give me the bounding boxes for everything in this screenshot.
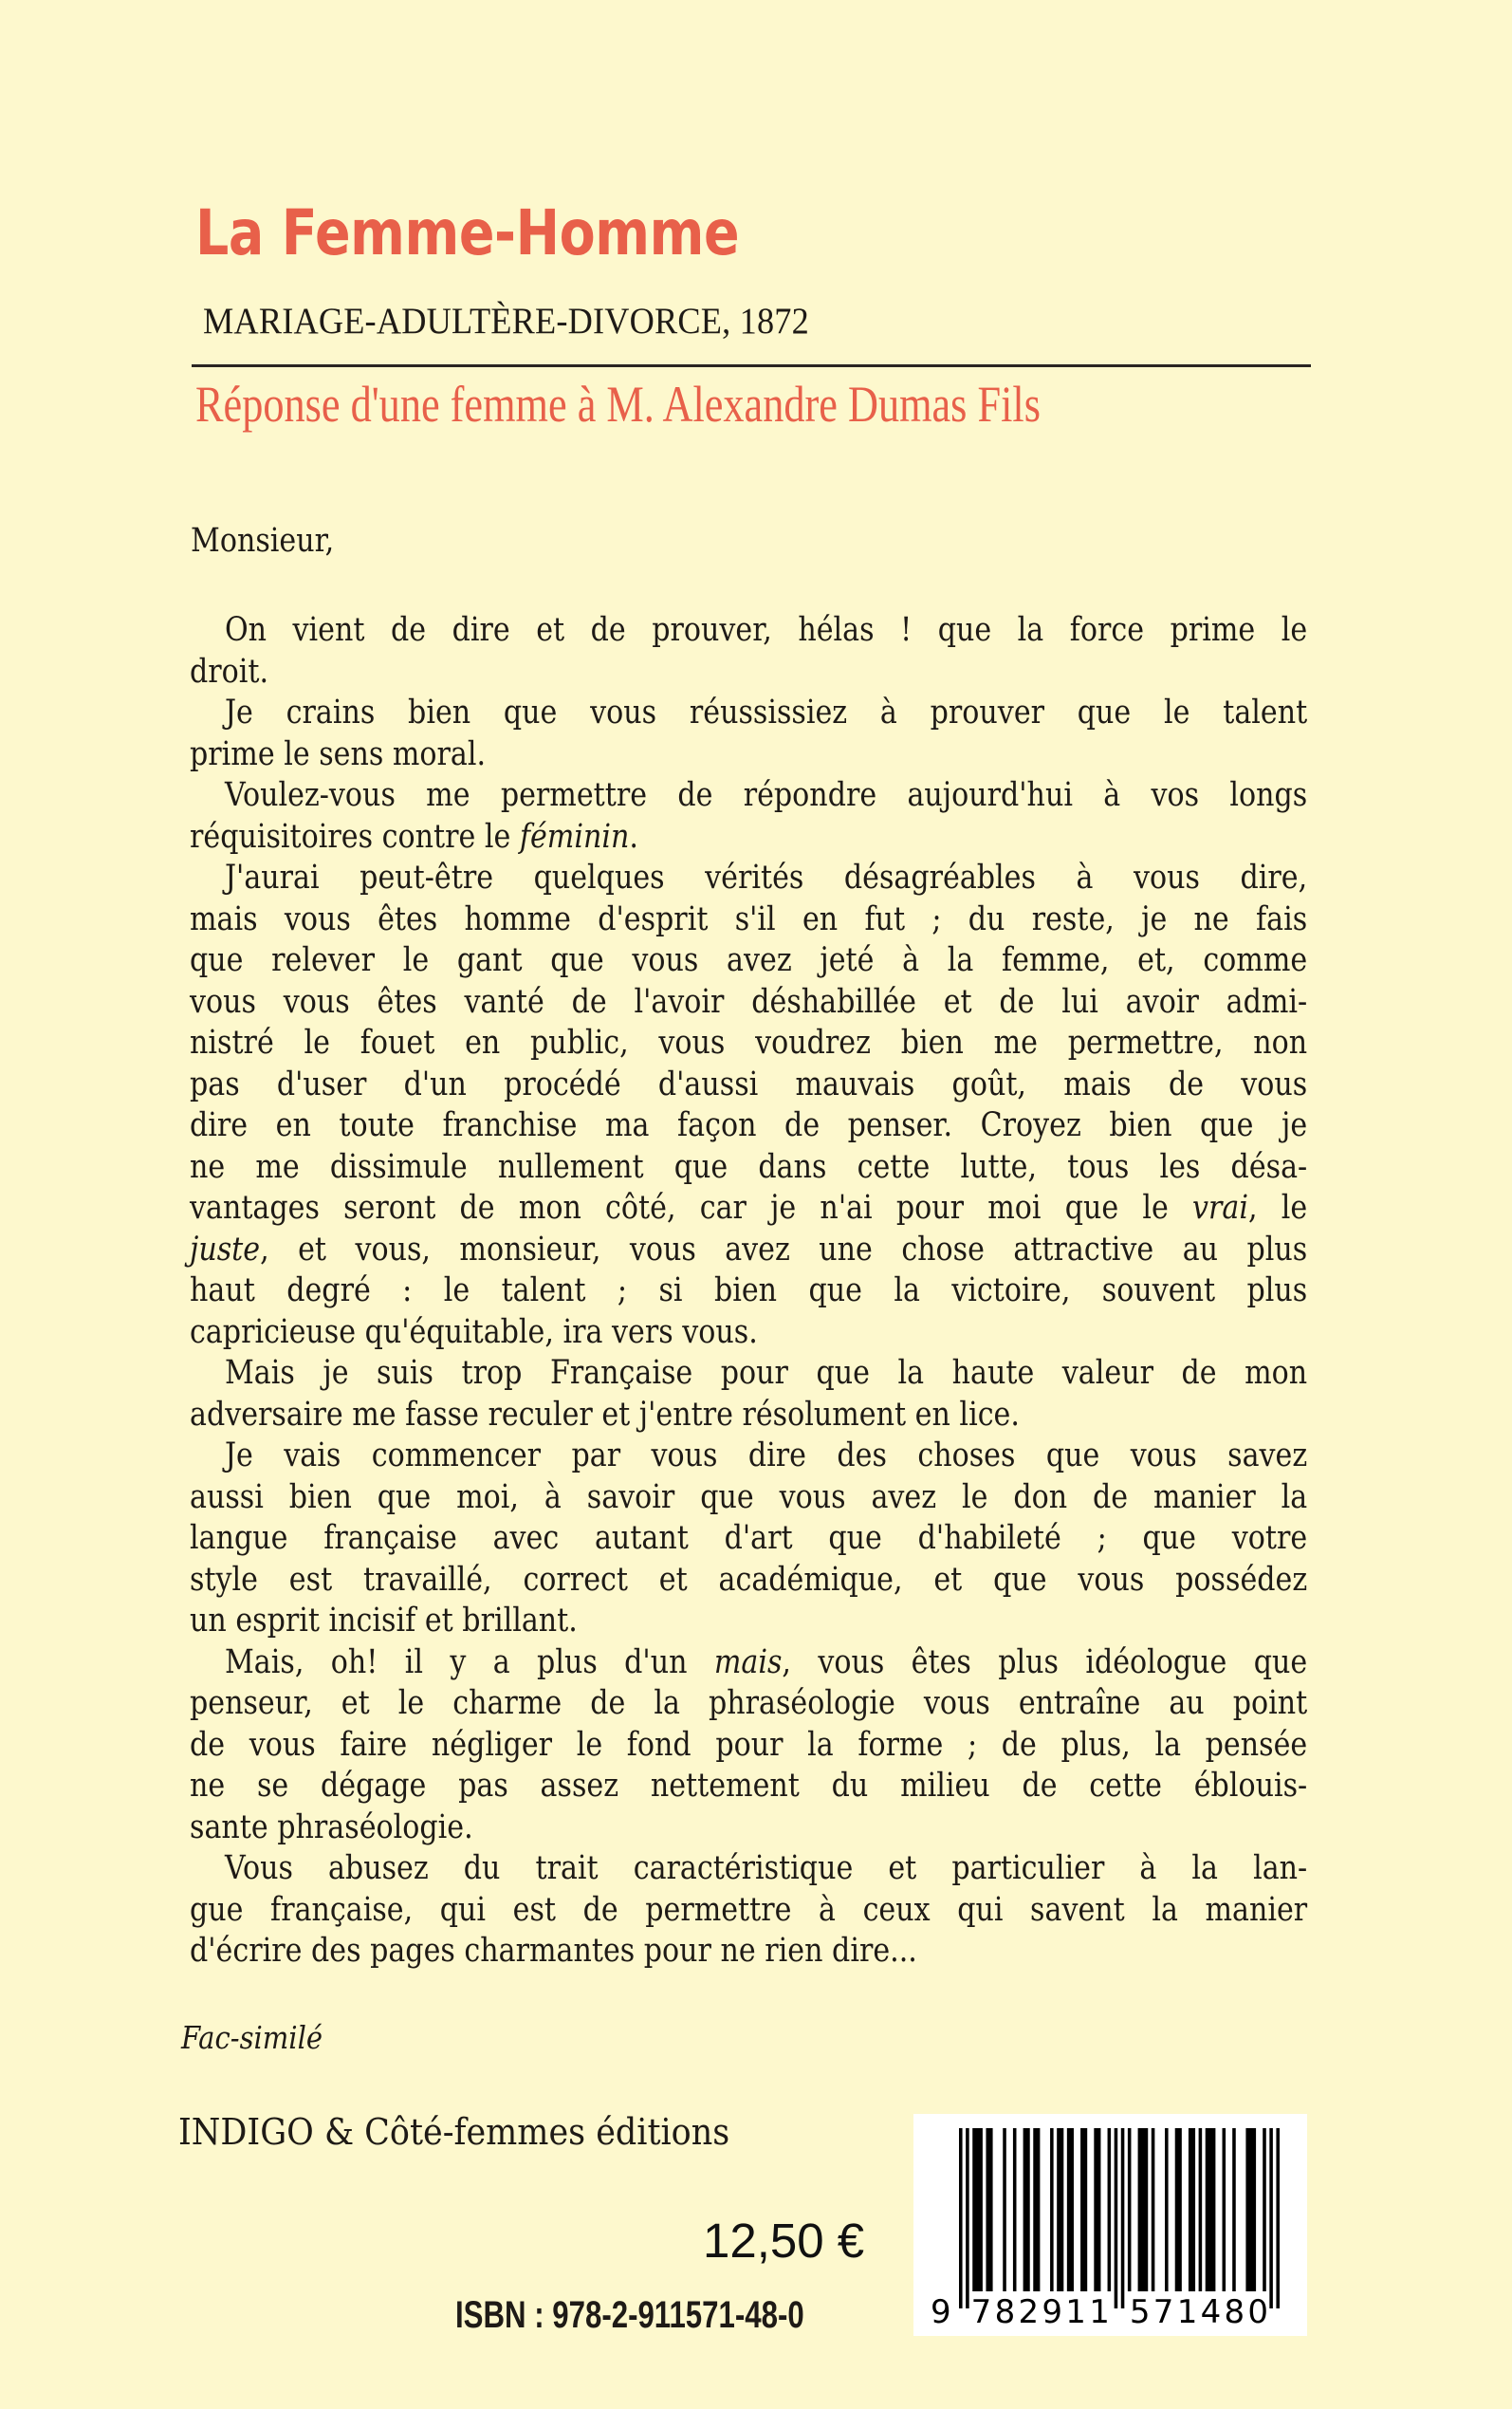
series-heading: MARIAGE-ADULTÈRE-DIVORCE, 1872	[203, 301, 809, 342]
svg-text:8: 8	[1224, 2293, 1245, 2331]
letter-line: langue française avec autant d'art que d'habileté ; que votre	[190, 1519, 1308, 1557]
svg-text:1: 1	[1176, 2293, 1198, 2331]
letter-line: Je vais commencer par vous dire des choses que vous savez	[224, 1436, 1308, 1474]
letter-line: prime le sens moral.	[190, 734, 487, 773]
letter-line: réquisitoires contre le féminin.	[190, 817, 638, 856]
letter-line: un esprit incisif et brillant.	[190, 1602, 578, 1640]
letter-line: capricieuse qu'équitable, ira vers vous.	[190, 1312, 758, 1351]
letter-line: pas d'user d'un procédé d'aussi mauvais goût, mais de vous	[190, 1065, 1308, 1103]
svg-text:7: 7	[1152, 2293, 1174, 2331]
letter-line: droit.	[190, 652, 269, 691]
letter-line: de vous faire négliger le fond pour la forme ; de plus, la pensée	[190, 1725, 1308, 1764]
letter-line: aussi bien que moi, à savoir que vous avez le don de manier la	[190, 1477, 1308, 1516]
svg-text:5: 5	[1129, 2293, 1151, 2331]
letter-line: sante phraséologie.	[190, 1807, 473, 1846]
letter-line: juste, et vous, monsieur, vous avez une chose attractive au plus	[190, 1230, 1308, 1269]
svg-text:7: 7	[970, 2293, 992, 2331]
letter-line: nistré le fouet en public, vous voudrez bien me permettre, non	[190, 1024, 1308, 1062]
barcode-icon	[913, 2114, 1307, 2336]
letter-salutation: Monsieur,	[191, 522, 335, 560]
svg-text:0: 0	[1247, 2293, 1269, 2331]
book-subtitle: Réponse d'une femme à M. Alexandre Dumas Fils	[195, 376, 1041, 433]
letter-line: d'écrire des pages charmantes pour ne rien dire...	[190, 1932, 917, 1970]
svg-text:8: 8	[994, 2293, 1016, 2331]
letter-line: Je crains bien que vous réussissiez à prouver que le talent	[224, 694, 1308, 732]
letter-line: Vous abusez du trait caractéristique et particulier à la lan-	[224, 1849, 1308, 1887]
svg-text:1: 1	[1089, 2293, 1110, 2331]
emphasis: juste	[190, 1230, 261, 1269]
letter-line: Mais, oh! il y a plus d'un mais, vous êtes plus idéologue que	[224, 1642, 1308, 1681]
letter-line: haut degré : le talent ; si bien que la victoire, souvent plus	[190, 1271, 1308, 1309]
emphasis: vrai	[1192, 1189, 1248, 1227]
emphasis: féminin	[519, 817, 630, 856]
letter-line: vous vous êtes vanté de l'avoir déshabillée et de lui avoir admi-	[190, 982, 1308, 1021]
facsimile-label: Fac-similé	[181, 2019, 323, 2056]
publisher-name: INDIGO & Côté-femmes éditions	[178, 2111, 730, 2153]
letter-line: style est travaillé, correct et académique, et que vous possédez	[190, 1560, 1308, 1599]
letter-line: adversaire me fasse reculer et j'entre résolument en lice.	[190, 1395, 1020, 1434]
letter-line: Voulez-vous me permettre de répondre aujourd'hui à vos longs	[224, 776, 1308, 814]
letter-line: penseur, et le charme de la phraséologie vous entraîne au point	[190, 1684, 1308, 1722]
svg-text:2: 2	[1018, 2293, 1040, 2331]
letter-line: On vient de dire et de prouver, hélas ! que la force prime le	[224, 611, 1308, 649]
emphasis: mais	[713, 1642, 783, 1681]
svg-text:4: 4	[1200, 2293, 1222, 2331]
book-title: La Femme-Homme	[195, 196, 740, 269]
svg-text:9: 9	[1042, 2293, 1063, 2331]
svg-text:1: 1	[1065, 2293, 1086, 2331]
isbn-label: ISBN : 978-2-911571-48-0	[455, 2294, 804, 2336]
price-label: 12,50 €	[703, 2214, 865, 2268]
svg-text:9: 9	[931, 2293, 951, 2331]
letter-line: que relever le gant que vous avez jeté à la femme, et, comme	[190, 941, 1308, 979]
letter-line: ne se dégage pas assez nettement du milieu de cette éblouis-	[190, 1767, 1308, 1805]
letter-line: Mais je suis trop Française pour que la haute valeur de mon	[224, 1354, 1308, 1392]
letter-line: dire en toute franchise ma façon de penser. Croyez bien que je	[190, 1106, 1308, 1144]
letter-line: J'aurai peut-être quelques vérités désagréables à vous dire,	[224, 859, 1308, 897]
letter-body	[190, 610, 1307, 1973]
letter-line: gue française, qui est de permettre à ceux qui savent la manier	[190, 1890, 1308, 1929]
barcode	[913, 2114, 1307, 2336]
letter-line: vantages seront de mon côté, car je n'ai pour moi que le vrai, le	[190, 1189, 1308, 1227]
letter-line: ne me dissimule nullement que dans cette lutte, tous les désa-	[190, 1147, 1308, 1186]
divider-rule	[192, 364, 1311, 367]
letter-line: mais vous êtes homme d'esprit s'il en fut ; du reste, je ne fais	[190, 899, 1308, 938]
